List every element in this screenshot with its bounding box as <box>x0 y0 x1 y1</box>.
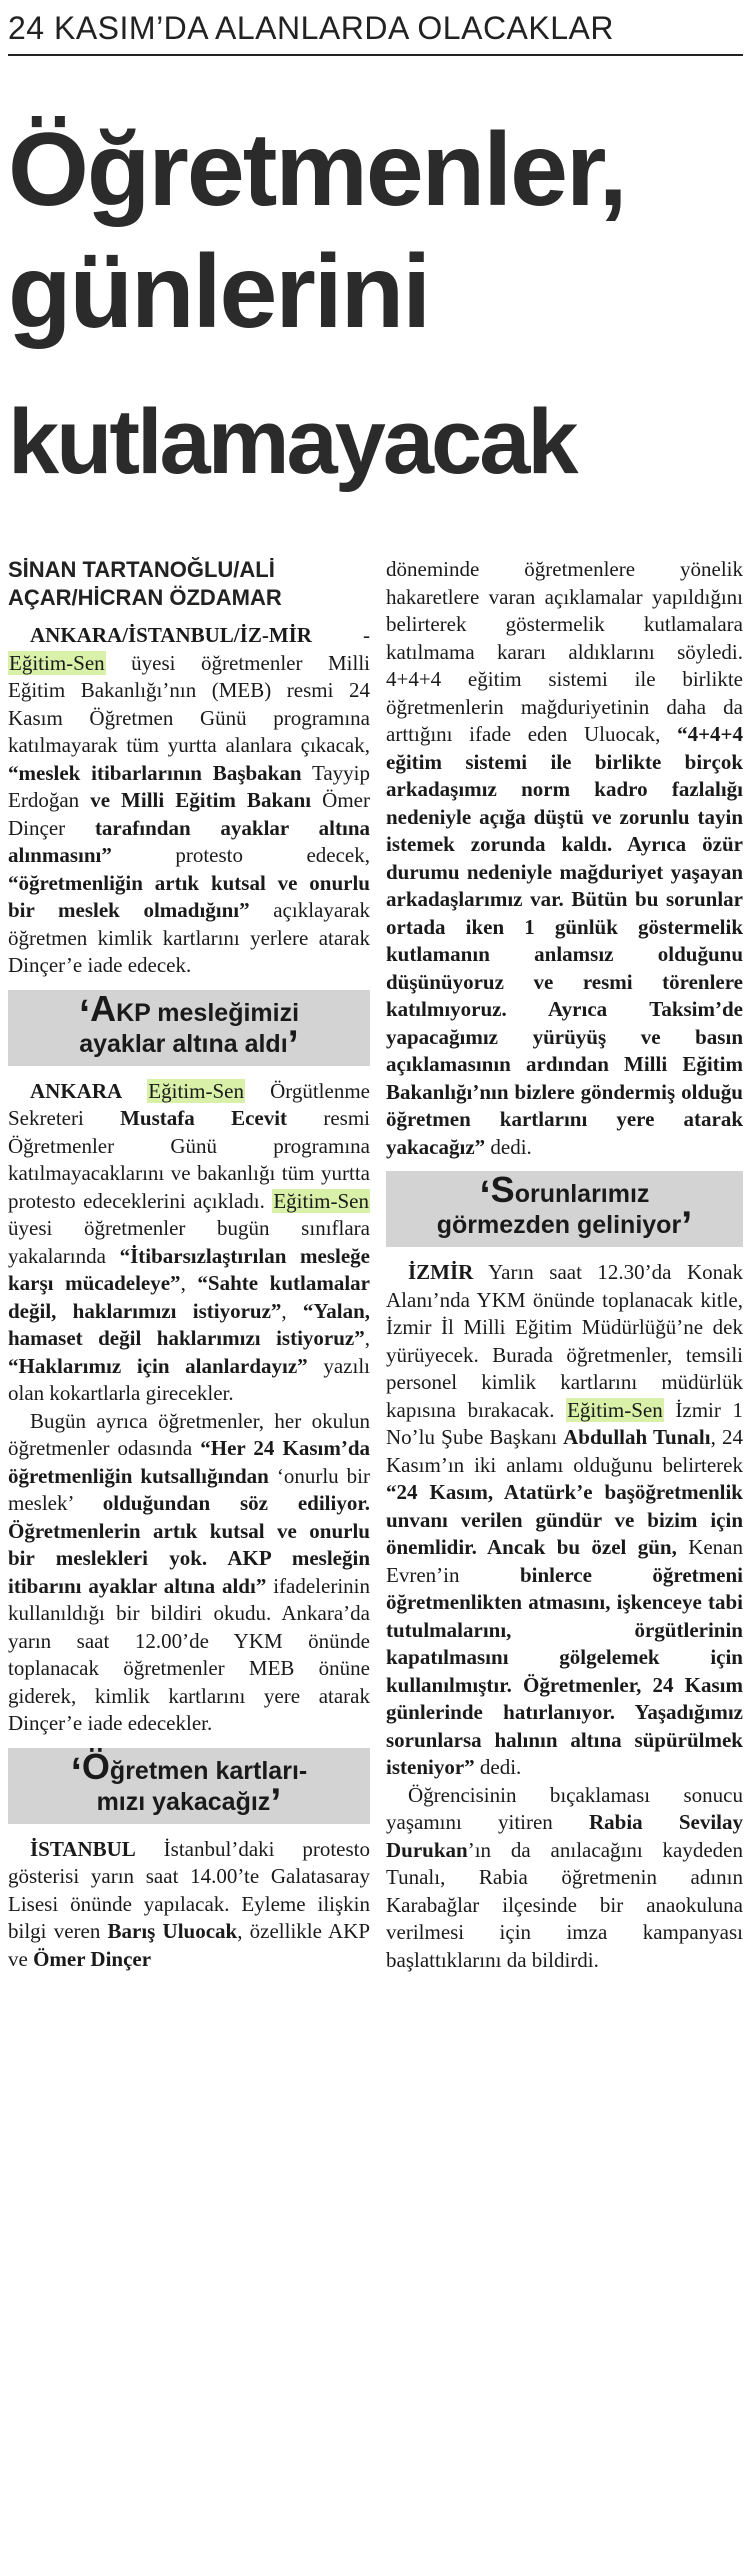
subheading-text: KP mesleğimizi <box>116 998 300 1027</box>
subheading-cap: Ö <box>81 1745 110 1787</box>
bold-text: binlerce öğretmeni öğretmenlikten atmasını, işkenceye tabi tutulmalarını, örgütlerinin kapatılmasını gölgelemek için kullanılmıştır. Öğretmenler, 24 Kasım günlerinde hatırlanıyor. Yaşadığımız sorunlarsa halının altına süpürülmek isteniyor” <box>386 1562 743 1779</box>
text: Bugün ayrıca öğretmenler, her okulun öğretmenler odasında <box>8 1408 370 1460</box>
text: Öğrencisinin bıçaklaması sonucu yaşamını yitiren <box>386 1782 743 1834</box>
bold-text: tarafından ayaklar altına alınmasını” <box>8 815 370 867</box>
subheading-text: ğretmen kartları- <box>109 1756 308 1785</box>
text: protesto edecek, <box>111 843 370 867</box>
dateline: ANKARA/İSTANBUL/İZ-MİR <box>30 623 312 647</box>
subheading-cap: A <box>90 987 117 1029</box>
quote-open: ‘ <box>78 991 91 1036</box>
text: Örgütlenme Sekreteri <box>8 1078 370 1130</box>
dateline: İSTANBUL <box>30 1836 136 1861</box>
union-name-highlight: Eğitim-Sen <box>148 1078 244 1103</box>
paragraph-rabia <box>386 1782 743 1975</box>
byline <box>8 556 370 612</box>
text: İstanbul’daki protesto gösterisi yarın saat 14.00’te Galatasaray Lisesi önünde yapılacak. Eyleme ilişkin bilgi veren <box>8 1836 370 1943</box>
headline-line-1: Öğretmenler, <box>8 112 626 228</box>
bold-text: Barış Uluocak <box>107 1919 238 1943</box>
text: - <box>311 623 370 647</box>
subheading-sorunlar <box>386 1171 743 1247</box>
text <box>122 1079 147 1103</box>
bold-text: “İtibarsızlaştırılan mesleğe karşı mücadeleye” <box>8 1243 370 1295</box>
paragraph-izmir <box>386 1259 743 1782</box>
text: , 24 Kasım’ın iki anlamı olduğunu belirterek <box>386 1425 744 1477</box>
bold-text: “Sahte kutlamalar değil, haklarımızı istiyoruz” <box>8 1271 370 1323</box>
bold-text: Abdullah Tunalı <box>563 1425 711 1449</box>
union-name-highlight: Eğitim-Sen <box>273 1188 369 1213</box>
subheading-text: görmezden geliniyor <box>436 1211 682 1239</box>
left-column <box>8 556 370 1973</box>
right-column <box>386 556 743 1974</box>
bold-text: “Yalan, hamaset değil haklarımızı istiyoruz” <box>8 1298 371 1350</box>
bold-text: “meslek itibarlarının Başbakan <box>8 760 302 785</box>
text: resmi Öğretmenler Günü programına katılmayacaklarını ve bakanlığı tüm yurtta protesto edeceklerini açıkladı. <box>8 1106 371 1213</box>
union-name-highlight: Eğitim-Sen <box>9 650 105 675</box>
bold-text: Rabia Sevilay Durukan <box>386 1810 743 1862</box>
union-name-highlight: Eğitim-Sen <box>567 1397 663 1422</box>
paragraph-bildiri <box>8 1408 370 1738</box>
text: , <box>180 1271 198 1295</box>
text: ‘onurlu bir meslek’ <box>8 1463 370 1515</box>
quote-open: ‘ <box>479 1173 491 1217</box>
quote-close: ’ <box>270 1780 282 1825</box>
subheading-text: mızı yakacağız <box>96 1787 271 1816</box>
bold-text: Ömer Dinçer <box>33 1946 152 1971</box>
paragraph-istanbul-continued <box>386 556 743 1161</box>
bold-text: “24 Kasım, Atatürk’e başöğretmenlik unvanı verilen gündür ve bizim için önemlidir. Ancak bu özel gün, <box>386 1480 743 1559</box>
bold-text: “Her 24 Kasım’da öğretmenliğin kutsallığından <box>8 1436 370 1488</box>
quote-close: ’ <box>287 1022 299 1067</box>
text: dedi. <box>474 1755 522 1779</box>
text: İzmir 1 No’lu Şube Başkanı <box>386 1397 743 1449</box>
bold-text: olduğundan söz ediliyor. Öğretmenlerin artık kutsal ve onurlu bir meslekleri yok. AKP mesleğin itibarını ayaklar altına aldı” <box>8 1491 370 1598</box>
quote-close: ’ <box>681 1204 693 1248</box>
text: ’ın da anılacağını kaydeden Tunalı, Rabia öğretmenin adının Karabağlar ilçesinde bir anaokuluna verilmesi için imza kampanyası başlattıklarını da bildirdi. <box>386 1837 743 1972</box>
bold-text: ve Milli Eğitim Bakanı <box>90 788 312 812</box>
text: üyesi öğretmenler bugün sınıflara yakalarında <box>8 1216 370 1268</box>
text: Kenan Evren’in <box>386 1535 743 1587</box>
bold-text: “4+4+4 eğitim sistemi ile birlikte birçok arkadaşımız norm kadro fazlalığı nedeniyle açığa düştü ve zorunlu tayin istemek zorunda kaldı. Ayrıca özür durumu nedeniyle mağduriyet yaşayan arkadaşlarımız var. Bütün bu sorunlar ortada iken 1 günlük göstermelik kutlamanın anlamsız olduğunu düşünüyoruz ve resmi törenlere katılmıyoruz. Ayrıca Taksim’de yapacağımız yürüyüş ve basın açıklamasının ardından Milli Eğitim Bakanlığı’nın bizlere göndermiş olduğu öğretmen kartlarını yere atarak yakacağız” <box>386 722 743 1159</box>
text: yazılı olan kokartlarla girecekler. <box>8 1353 370 1405</box>
byline-line-2: AÇAR/HİCRAN ÖZDAMAR <box>8 585 282 610</box>
byline-line-1: SİNAN TARTANOĞLU/ALİ <box>8 557 275 582</box>
bold-text: “öğretmenliğin artık kutsal ve onurlu bir meslek olmadığını” <box>8 870 370 922</box>
paragraph-ankara <box>8 1078 370 1408</box>
dateline: ANKARA <box>30 1078 123 1103</box>
text: dedi. <box>485 1134 532 1159</box>
bold-text: “Haklarımız için alanlardayız” <box>8 1353 308 1378</box>
subheading-text: orunlarımız <box>514 1180 650 1208</box>
paragraph-ankara-istanbul-izmir <box>8 622 370 980</box>
subheading-akp <box>8 987 370 1067</box>
text: Yarın saat 12.30’da Konak Alanı’nda YKM önünde toplanacak kitle, İzmir İl Milli Eğitim Müdürlüğü’ne dek yürüyecek. Burada öğretmenler, temsili personel kimlik kartlarını müdürlük kapısına bırakacak. <box>386 1260 743 1422</box>
text: Ömer Dinçer <box>8 788 370 840</box>
headline-line-2: günlerini <box>8 234 430 350</box>
headline-line-3: kutlamayacak <box>8 391 576 493</box>
paragraph-istanbul <box>8 1836 370 1974</box>
kicker: 24 KASIM’DA ALANLARDA OLACAKLAR <box>8 6 743 56</box>
subheading-text: ayaklar altına aldı <box>79 1029 288 1058</box>
text: Tayyip Erdoğan <box>8 760 370 812</box>
text: , <box>364 1326 370 1350</box>
bold-text: Mustafa Ecevit <box>120 1106 288 1130</box>
dateline: İZMİR <box>408 1260 474 1284</box>
text: açıklayarak öğretmen kimlik kartlarını yerlere atarak Dinçer’e iade edecek. <box>8 898 370 977</box>
subheading-cap: S <box>490 1169 515 1210</box>
quote-open: ‘ <box>70 1749 82 1794</box>
text: üyesi öğretmenler Milli Eğitim Bakanlığı’nın (MEB) resmi 24 Kasım Öğretmen Günü programına katılmayarak tüm yurtta alanlara çıkacak, <box>8 650 370 757</box>
subheading-kartlar <box>8 1745 370 1825</box>
text: döneminde öğretmenlere yönelik hakaretlere varan açıklamalar yapıldığını belirterek göstermelik kutlamalara katılmama kararı aldıklarını söyledi. 4+4+4 eğitim sistemi ile birlikte öğretmenlerin mağduriyetinin daha da arttığını ifade eden Uluocak, <box>386 557 743 746</box>
text: , <box>281 1298 303 1323</box>
text: , özellikle AKP ve <box>8 1919 370 1971</box>
text: ifadelerinin kullanıldığı bir bildiri okudu. Ankara’da yarın saat 12.00’de YKM önünde toplanacak öğretmenler MEB önüne giderek, kimlik kartlarını yere atarak Dinçer’e iade edecekler. <box>8 1573 371 1735</box>
